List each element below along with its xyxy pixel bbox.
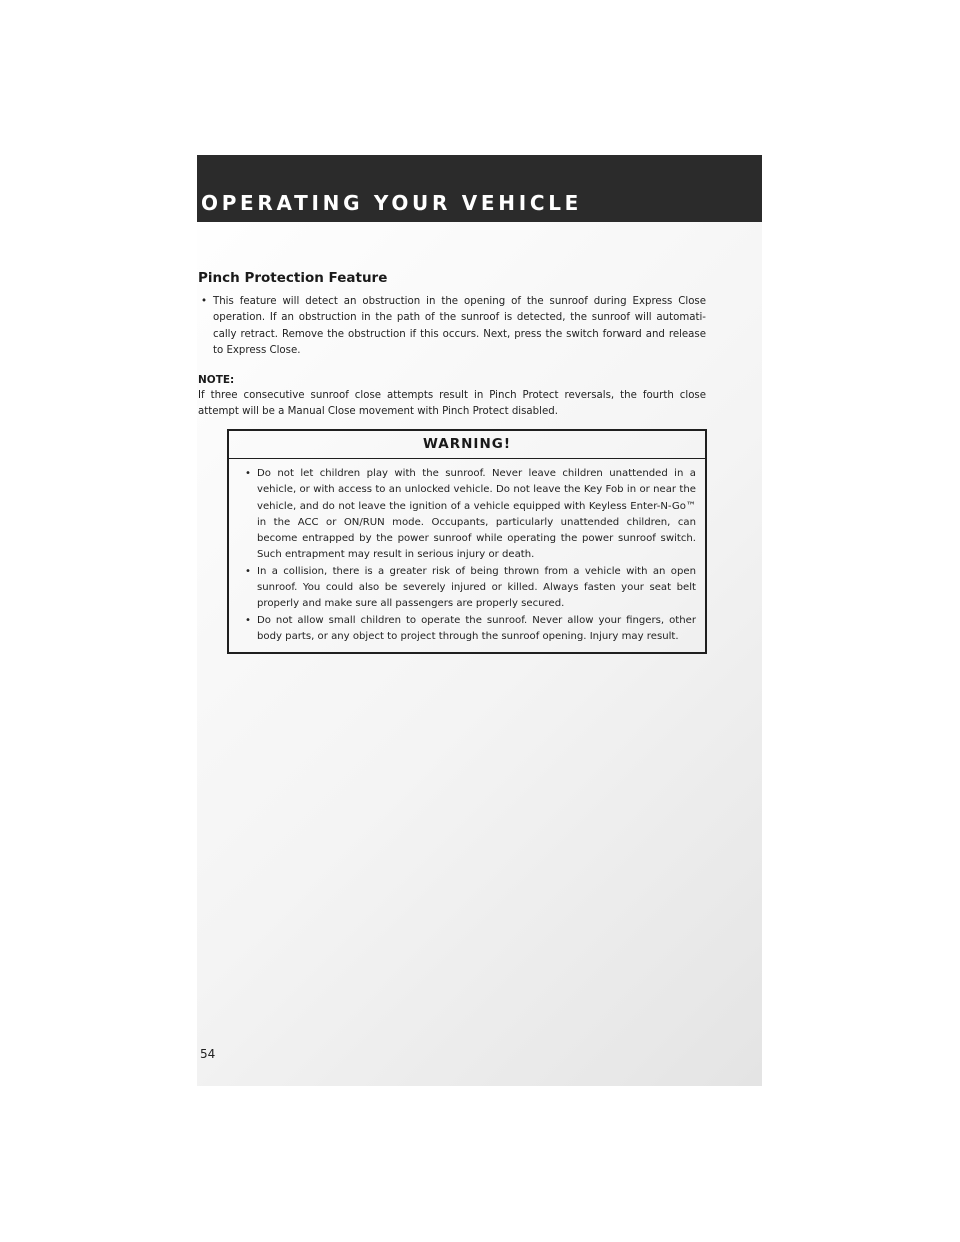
- bullet-icon: •: [245, 468, 251, 479]
- page-header-title: OPERATING YOUR VEHICLE: [201, 191, 583, 215]
- feature-bullet-list: [198, 294, 706, 360]
- warning-bullet-item: [243, 466, 696, 564]
- warning-bullet-text: In a collision, there is a greater risk of being thrown from a vehicle with an open sunroof. You could also be severely injured or killed. Always fasten your seat belt properly and make sure all passengers are properly secured.: [257, 565, 696, 610]
- warning-bullet-item: [243, 564, 696, 613]
- feature-bullet-text: This feature will detect an obstruction in the opening of the sunroof during Express Close operation. If an obstruction in the path of the sunroof is detected, the sunroof will automati-cally retract. Remove the obstruction if this occurs. Next, press the switch forward and release to Express Close.: [213, 296, 706, 357]
- warning-title: WARNING!: [229, 431, 705, 459]
- warning-bullet-item: [243, 613, 696, 646]
- bullet-icon: •: [245, 565, 251, 577]
- bullet-icon: •: [201, 296, 208, 307]
- warning-body: [229, 459, 705, 645]
- warning-bullet-text: Do not allow small children to operate the sunroof. Never allow your fingers, other body parts, or any object to project through the sunroof opening. Injury may result.: [257, 614, 696, 642]
- warning-bullet-text: Do not let children play with the sunroof. Never leave children unattended in a vehicle, or with access to an unlocked vehicle. Do not leave the Key Fob in or near the vehicle, and do not leave the ignition of a vehicle equipped with Keyless Enter-N-Go™ in the ACC or ON/RUN mode. Occupants, particularly unattended children, can become entrapped by the power sunroof while operating the power sunroof switch. Such entrapment may result in serious injury or death.: [257, 468, 696, 561]
- note-label: NOTE:: [198, 373, 235, 386]
- header-band: [197, 155, 762, 222]
- main-content: [198, 270, 706, 420]
- warning-box: [227, 429, 707, 654]
- bullet-icon: •: [245, 614, 251, 626]
- feature-bullet-item: [198, 294, 706, 360]
- warning-bullet-list: [243, 466, 696, 645]
- page-number: 54: [200, 1047, 216, 1061]
- note-text: If three consecutive sunroof close attempts result in Pinch Protect reversals, the fourth close attempt will be a Manual Close movement with Pinch Protect disabled.: [198, 389, 706, 418]
- section-heading: Pinch Protection Feature: [198, 270, 388, 286]
